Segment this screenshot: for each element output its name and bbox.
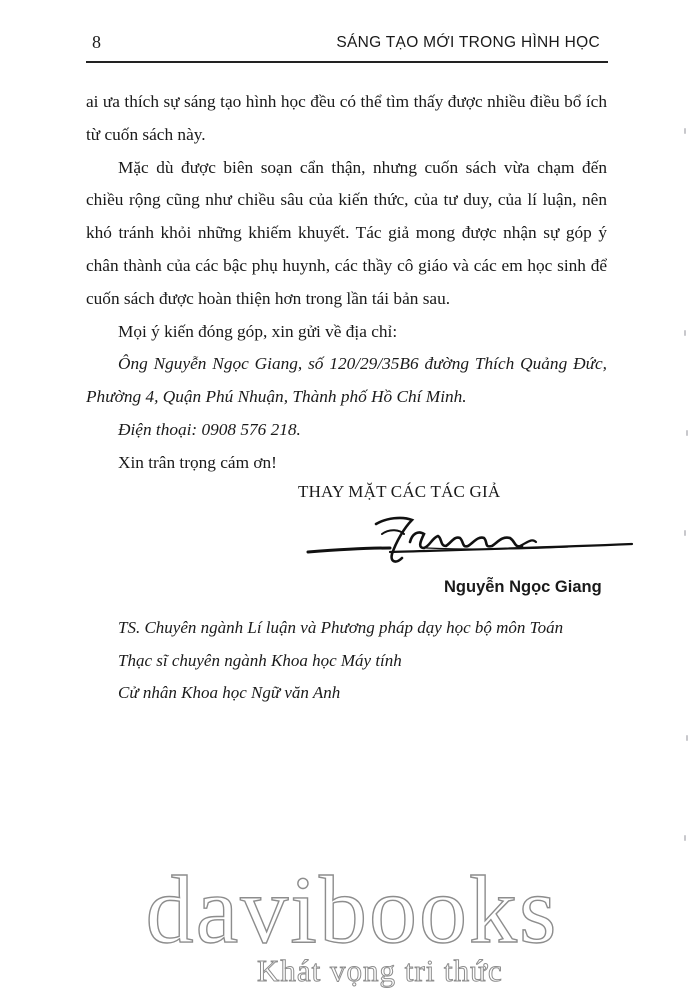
scan-speck — [684, 330, 686, 336]
scan-speck — [684, 835, 686, 841]
paragraph-continuation: ai ưa thích sự sáng tạo hình học đều có thể tìm thấy được nhiều điều bổ ích từ cuốn sách này. — [86, 92, 607, 144]
closing-thanks: Xin trân trọng cám ơn! — [118, 452, 277, 472]
scan-speck — [684, 128, 686, 134]
credential-item: Thạc sĩ chuyên ngành Khoa học Máy tính — [118, 650, 402, 670]
watermark-tagline: Khát vọng tri thức — [257, 953, 503, 988]
credential-item: Cử nhân Khoa học Ngữ văn Anh — [118, 683, 341, 702]
davibooks-watermark-logo — [132, 864, 572, 954]
signer-name: Nguyễn Ngọc Giang — [444, 578, 602, 596]
paragraph-disclaimer: Mặc dù được biên soạn cẩn thận, nhưng cuốn sách vừa chạm đến chiều rộng cũng như chiều sâu của kiến thức, của tư duy, của lí luận, nên khó tránh khỏi những khiếm khuyết. Tác giả mong được nhận sự góp ý chân thành của các bậc phụ huynh, các thầy cô giáo và các em học sinh để cuốn sách được hoàn thiện hơn trong lần tái bản sau. — [86, 157, 607, 308]
paragraph-contact-intro: Mọi ý kiến đóng góp, xin gửi về địa chỉ: — [118, 321, 398, 341]
svg-text:davibooks: davibooks — [145, 864, 559, 954]
scan-speck — [686, 430, 688, 436]
header-rule — [86, 61, 608, 63]
page-number: 8 — [92, 32, 101, 52]
author-credentials — [118, 612, 563, 710]
running-title: SÁNG TẠO MỚI TRONG HÌNH HỌC — [336, 34, 600, 51]
contact-phone: Điện thoại: 0908 576 218. — [118, 419, 301, 439]
scan-speck — [686, 735, 688, 741]
signature-icon — [306, 508, 634, 580]
contact-address: Ông Nguyễn Ngọc Giang, số 120/29/35B6 đường Thích Quảng Đức, Phường 4, Quận Phú Nhuận, Thành phố Hồ Chí Minh. — [86, 354, 607, 407]
scan-speck — [684, 530, 686, 536]
running-header — [86, 30, 606, 60]
body-text — [86, 86, 607, 480]
signoff-title: THAY MẶT CÁC TÁC GIẢ — [298, 482, 501, 501]
credential-item: TS. Chuyên ngành Lí luận và Phương pháp dạy học bộ môn Toán — [118, 618, 564, 637]
